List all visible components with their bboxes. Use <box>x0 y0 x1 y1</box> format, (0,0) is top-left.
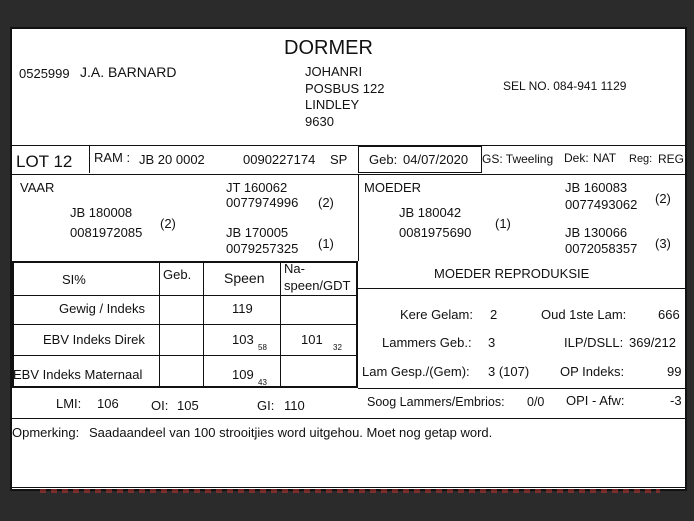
dam-sire-id: JB 160083 <box>565 180 628 195</box>
remark-label: Opmerking: <box>12 425 80 440</box>
dam-dam-registration: 0072058357 <box>565 241 638 256</box>
breed-title: DORMER <box>284 37 373 59</box>
ram-id: JB 20 0002 <box>139 152 205 167</box>
gi-value: 110 <box>284 398 305 413</box>
ilp-dsll-value: 369/212 <box>629 335 676 350</box>
divider <box>358 288 685 289</box>
birth-date: 04/07/2020 <box>403 152 469 167</box>
breeder-name: J.A. BARNARD <box>80 64 177 80</box>
ebv-direct-weaning: 103 <box>232 332 254 347</box>
col-postweaning-2: speen/GDT <box>284 278 351 293</box>
remark-text: Saadaandeel van 100 strooitjies word uitgehou. Moet nog getap word. <box>89 425 493 440</box>
dam-sire-registration: 0077493062 <box>565 197 638 212</box>
reproduction-title: MOEDER REPRODUKSIE <box>434 266 590 281</box>
sire-dam-id: JB 170005 <box>226 225 289 240</box>
lambs-born-value: 3 <box>488 335 496 350</box>
birth-date-label: Geb: <box>369 152 398 167</box>
mating-label: Dek: <box>564 151 589 165</box>
lambs-weaned-label: Lam Gesp./(Gem): <box>362 364 470 379</box>
dam-label: MOEDER <box>364 180 422 195</box>
times-lambed-value: 2 <box>490 307 498 322</box>
address-line-3: LINDLEY <box>305 97 360 112</box>
lmi-value: 106 <box>97 396 119 411</box>
ram-sp: SP <box>330 152 348 167</box>
dam-dam-id: JB 130066 <box>565 225 628 240</box>
dam-dam-count: (3) <box>655 236 671 251</box>
divider <box>12 324 358 325</box>
lot-number: LOT 12 <box>16 152 73 171</box>
col-si: SI% <box>62 272 86 287</box>
ebv-direct-postweaning-accuracy: 32 <box>333 343 342 352</box>
viewer-bottom-bar <box>0 493 694 521</box>
ebv-direct-postweaning: 101 <box>301 332 323 347</box>
opi-deviation-value: -3 <box>670 393 682 408</box>
dam-registration: 0081975690 <box>399 225 472 240</box>
sire-registration: 0081972085 <box>70 225 143 240</box>
divider <box>358 174 359 261</box>
age-first-lamb-value: 666 <box>658 307 680 322</box>
ilp-dsll-label: ILP/DSLL: <box>564 335 624 350</box>
divider <box>12 418 685 419</box>
divider <box>12 355 358 356</box>
op-index-label: OP Indeks: <box>560 364 625 379</box>
dam-sire-count: (2) <box>655 191 671 206</box>
ram-label: RAM : <box>94 150 131 165</box>
age-first-lamb-label: Oud 1ste Lam: <box>541 307 627 322</box>
address-line-1: JOHANRI <box>305 64 363 79</box>
divider <box>159 261 160 388</box>
gi-label: GI: <box>257 398 275 413</box>
sire-dam-registration: 0079257325 <box>226 241 299 256</box>
divider <box>12 174 685 175</box>
phone-number: SEL NO. 084-941 1129 <box>503 79 627 93</box>
divider <box>12 295 358 296</box>
ebv-maternal-weaning: 109 <box>232 367 254 382</box>
breeder-code: 0525999 <box>19 66 70 81</box>
col-birth: Geb. <box>163 267 192 282</box>
row-ebv-maternal: EBV Indeks Maternaal <box>13 367 143 382</box>
registration-value: REG <box>658 152 685 166</box>
ebv-direct-weaning-accuracy: 58 <box>258 343 267 352</box>
sire-label: VAAR <box>20 180 55 195</box>
sire-count: (2) <box>160 216 176 231</box>
divider <box>12 145 685 146</box>
divider <box>358 388 685 389</box>
row-weight-index: Gewig / Indeks <box>59 301 145 316</box>
lmi-label: LMI: <box>56 396 82 411</box>
lot-card <box>10 27 687 491</box>
dam-count: (1) <box>495 216 511 231</box>
oi-label: OI: <box>151 398 169 413</box>
lambs-born-label: Lammers Geb.: <box>382 335 472 350</box>
weight-index-weaning: 119 <box>232 301 253 316</box>
sire-sire-registration: 0077974996 <box>226 195 299 210</box>
divider <box>89 145 90 173</box>
opi-deviation-label: OPI - Afw: <box>566 393 625 408</box>
dam-id: JB 180042 <box>399 205 462 220</box>
col-weaning: Speen <box>224 270 265 286</box>
mating-value: NAT <box>593 151 617 165</box>
sire-sire-count: (2) <box>318 195 334 210</box>
col-postweaning-1: Na- <box>284 261 305 276</box>
suckled-lambs-label: Soog Lammers/Embrios: <box>367 395 505 409</box>
suckled-lambs-value: 0/0 <box>527 395 545 409</box>
divider <box>12 487 685 488</box>
address-line-2: POSBUS 122 <box>305 81 385 96</box>
ebv-maternal-weaning-accuracy: 43 <box>258 378 267 387</box>
address-line-4: 9630 <box>305 114 334 129</box>
birth-status: GS: Tweeling <box>482 152 554 166</box>
sire-dam-count: (1) <box>318 236 334 251</box>
registration-label: Reg: <box>629 153 653 165</box>
sire-sire-id: JT 160062 <box>226 180 288 195</box>
divider <box>280 261 281 388</box>
op-index-value: 99 <box>667 364 682 379</box>
oi-value: 105 <box>177 398 199 413</box>
times-lambed-label: Kere Gelam: <box>400 307 473 322</box>
row-ebv-direct: EBV Indeks Direk <box>43 332 145 347</box>
sire-id: JB 180008 <box>70 205 133 220</box>
ram-registration: 0090227174 <box>243 152 316 167</box>
divider <box>203 261 204 388</box>
lambs-weaned-value: 3 (107) <box>488 364 530 379</box>
